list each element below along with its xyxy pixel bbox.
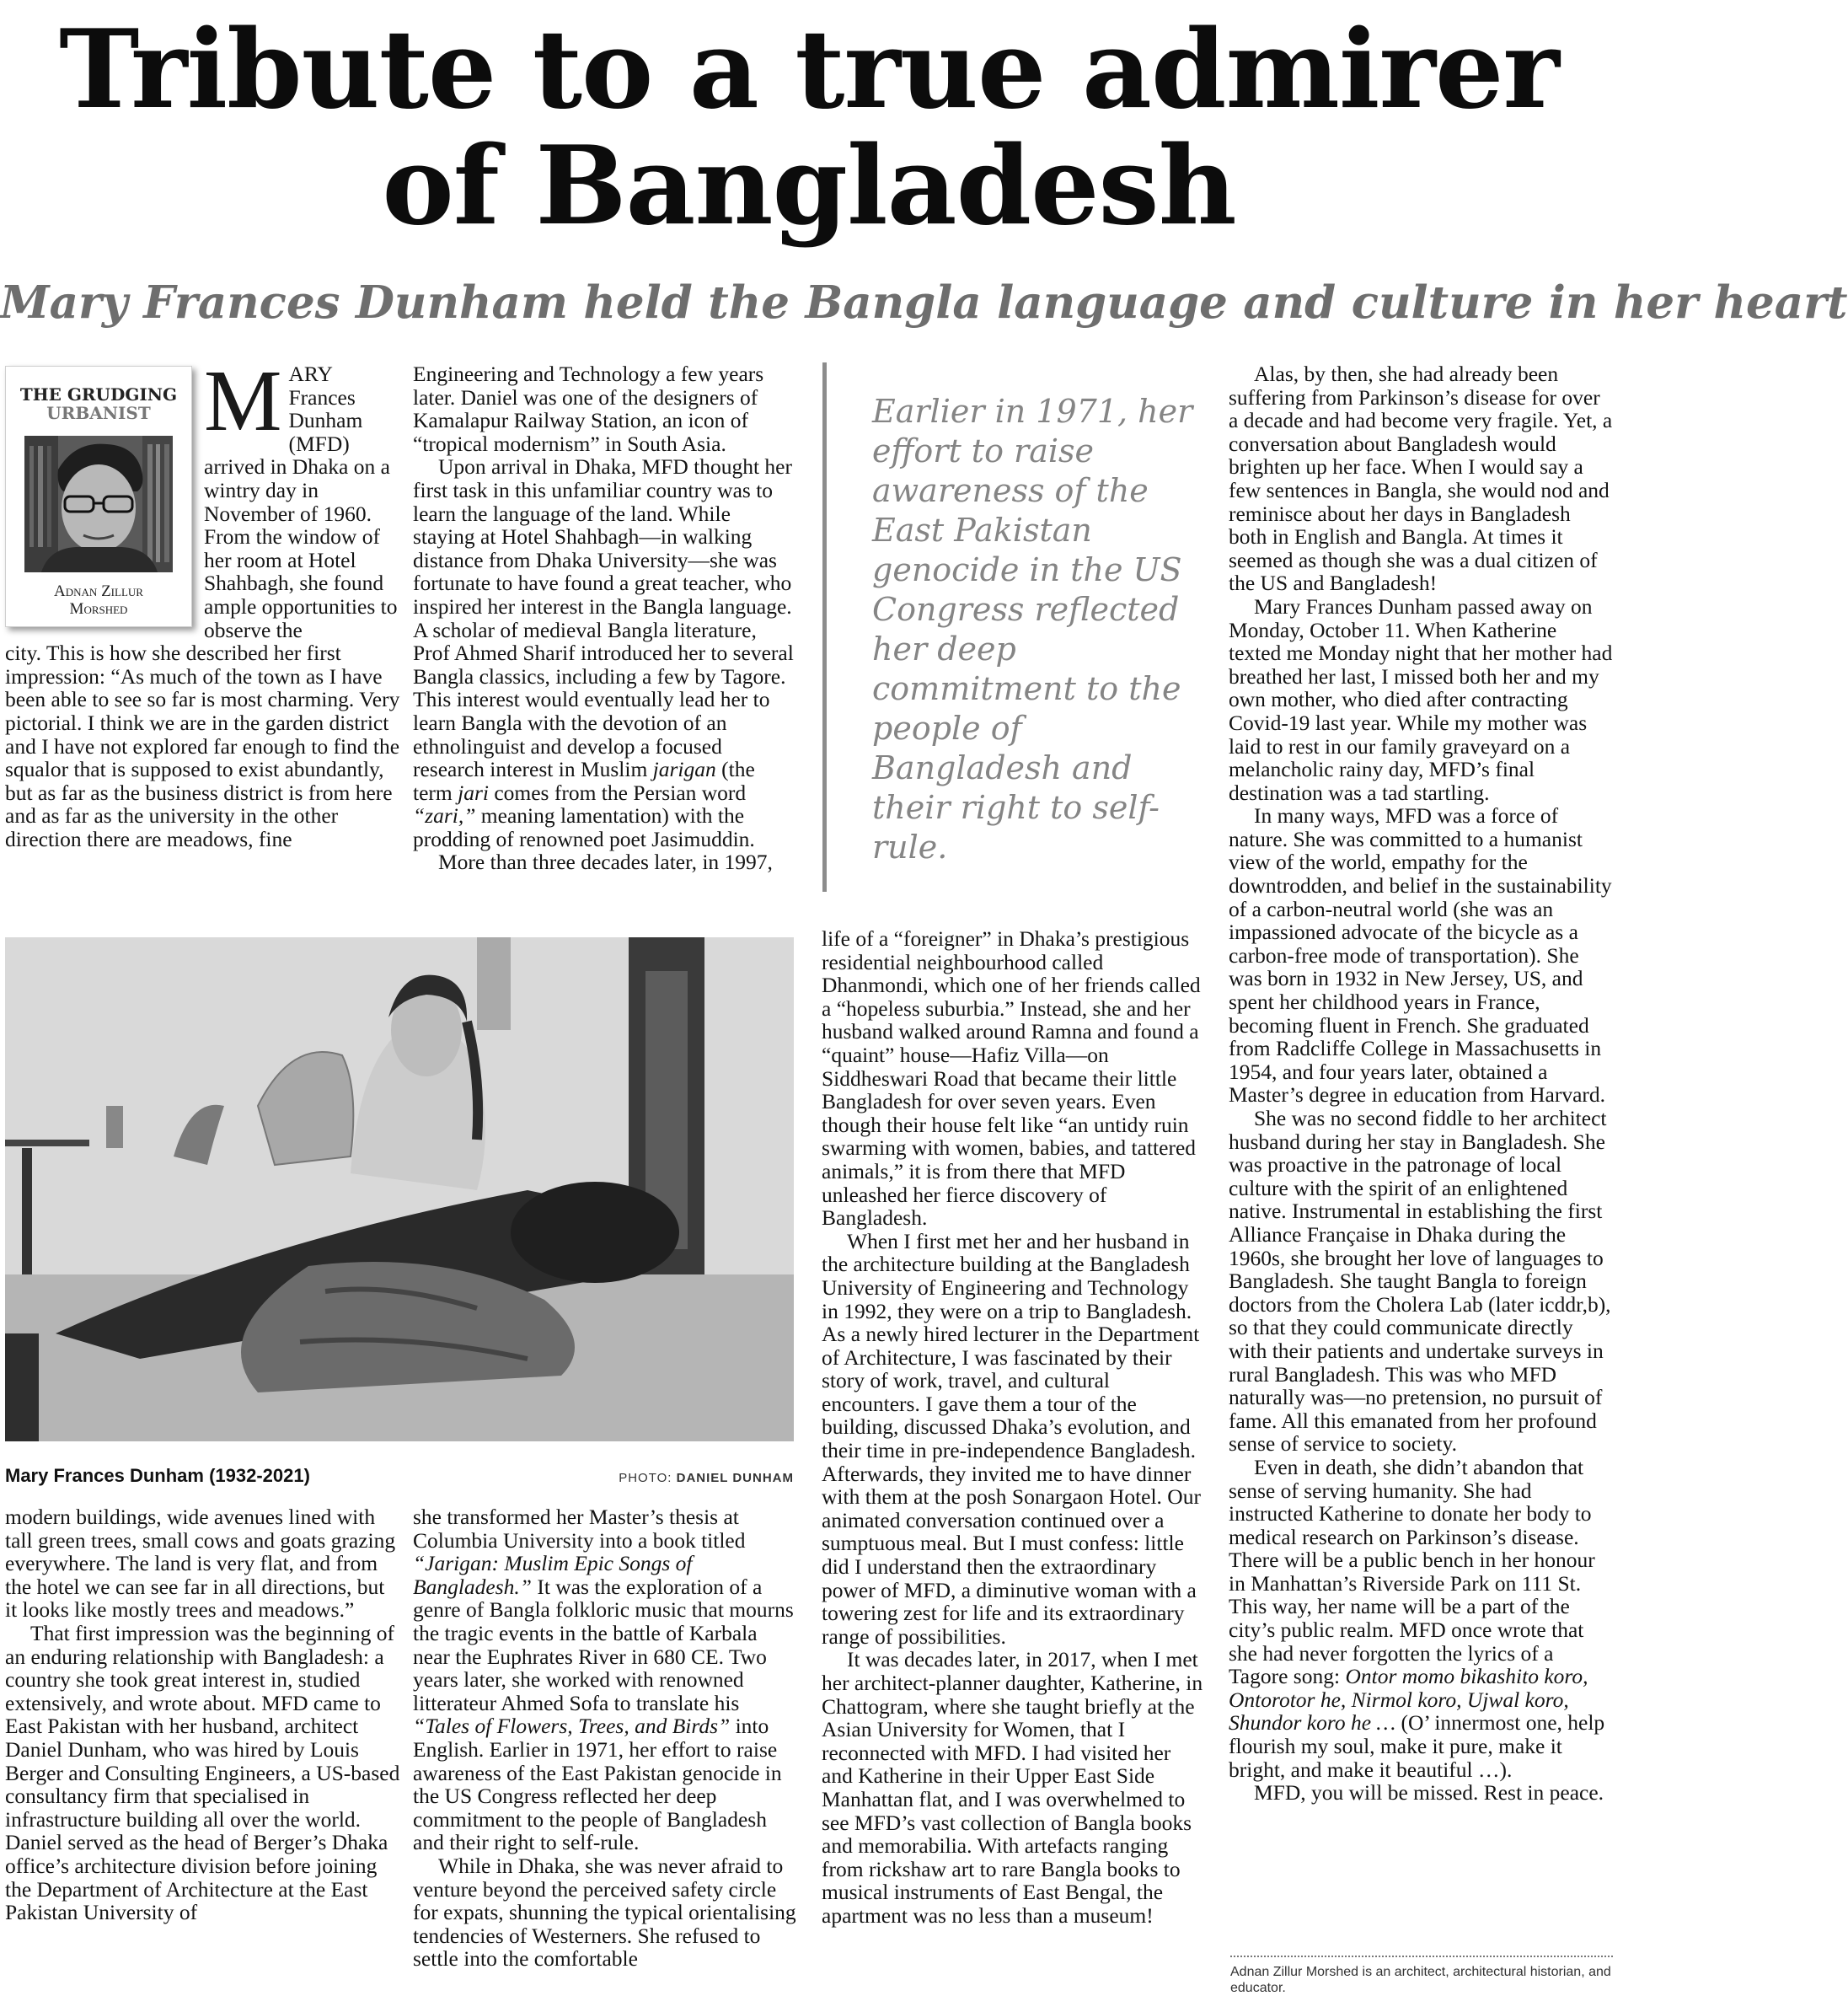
article-column-1-top: [5, 352, 401, 851]
paragraph: More than three decades later, in 1997,: [438, 850, 773, 875]
author-bio: Adnan Zillur Morshed is an architect, architectural historian, and educator.: [1230, 1965, 1611, 1995]
author-name: Adnan Zillur Morshed: [54, 582, 143, 618]
paragraph: Engineering and Technology a few years later. Daniel was one of the designers of Kamalapur Railway Station, an icon of “tropical modernism” in South Asia.: [413, 362, 764, 456]
article-column-2-bottom: [413, 1505, 796, 1971]
article-column-3: [822, 927, 1205, 1928]
pull-quote-rule: [822, 362, 827, 892]
subheadline: Mary Frances Dunham held the Bangla language and culture in her heart: [0, 276, 1848, 329]
article-column-1-bottom: [5, 1505, 401, 1924]
paragraph: Upon arrival in Dhaka, MFD thought her first task in this unfamiliar country was to learn the language of the land. While staying at Hotel Shahbagh—in walking distance from Dhaka University—she was fortunate to have found a great teacher, who inspired her interest in the Bangla language. A scholar of medieval Bangla literature, Prof Ahmed Sharif introduced her to several Bangla classics, including a few by Tagore. This interest would eventually lead her to learn Bangla with the devotion of an ethnolinguist and develop a focused research interest in Muslim jarigan (the term jari comes from the Persian word “zari,” meaning lamentation) with the prodding of renowned poet Jasimuddin.: [413, 454, 794, 851]
column-name-line-1: THE GRUDGING: [19, 384, 178, 405]
paragraph: MFD, you will be missed. Rest in peace.: [1254, 1780, 1604, 1806]
paragraph: Mary Frances Dunham passed away on Monday, October 11. When Katherine texted me Monday night that her mother had breathed her last, I missed both her and my own mother, who died after contracting Covid-19 last year. While my mother was laid to rest in our family graveyard on a melancholic rainy day, MFD’s final destination was a tad startling.: [1229, 593, 1613, 805]
photo-credit: PHOTO: DANIEL DUNHAM: [619, 1471, 794, 1485]
paragraph: life of a “foreigner” in Dhaka’s prestigious residential neighbourhood called Dhanmondi, which one of her friends called a “hopeless suburbia.” Instead, she and her husband walked around Ramna and found a “quaint” house—Hafiz Villa—on Siddheswari Road that became their little Bangladesh for over seven years. Even though their house felt like “an untidy ruin swarming with women, babies, and tattered animals,” it is from there that MFD unleashed her fierce discovery of Bangladesh.: [822, 926, 1201, 1231]
paragraph: It was decades later, in 2017, when I met her architect-planner daughter, Katherine, in Chattogram, where she taught briefly at the Asian University for Women, that I reconnected with MFD. I had visited her and Katherine in their Upper East Side Manhattan flat, and I was overwhelmed to see MFD’s vast collection of Bangla books and memorabilia. With artefacts ranging from rickshaw art to rare Bangla books to musical instruments of East Bengal, the apartment was no less than a museum!: [822, 1647, 1203, 1928]
paragraph: In many ways, MFD was a force of nature. She was committed to a humanist view of the world, empathy for the downtrodden, and belief in the sustainability of a carbon-neutral world (she was an impassioned advocate of the bicycle as a carbon-free mode of transportation). She was born in 1932 in New Jersey, US, and spent her childhood years in France, becoming fluent in French. She graduated from Radcliffe College in Massachusetts in 1954, and four years later, obtained a Master’s degree in education from Harvard.: [1229, 803, 1612, 1108]
paragraph: Even in death, she didn’t abandon that sense of serving humanity. She had instructed Katherine to donate her body to medical research on Parkinson’s disease. There will be a public bench in her honour in Manhattan’s Riverside Park on 111 St. This way, her name will be a part of the city’s public realm. MFD once wrote that she had never forgotten the lyrics of a Tagore song: Ontor momo bikashito koro, Ontorotor he, Nirmol koro, Ujwal koro, Shundor koro he … (O’ innermost one, help flourish my soul, make it pure, make it bright, and make it beautiful …).: [1229, 1454, 1605, 1782]
headline: [0, 7, 1618, 250]
paragraph: While in Dhaka, she was never afraid to venture beyond the perceived safety circle for expats, shunning the typical orientalising tendencies of Westerners. She refused to settle into the comfortable: [413, 1853, 796, 1972]
paragraph: When I first met her and her husband in the architecture building at the Bangladesh University of Engineering and Technology in 1992, they were on a trip to Bangladesh. As a newly hired lecturer in the Department of Architecture, I was fascinated by their story of work, travel, and cultural encounters. I gave them a tour of the building, discussed Dhaka’s evolution, and their time in pre-independence Bangladesh. Afterwards, they invited me to have dinner with them at the posh Sonargaon Hotel. Our animated conversation continued over a sumptuous meal. But I must confess: little did I understand then the extraordinary power of MFD, a diminutive woman with a towering zest for life and its extraordinary range of possibilities.: [822, 1228, 1201, 1649]
headline-line-1: Tribute to a true admirer: [59, 7, 1559, 133]
article-column-2-top: [413, 362, 796, 874]
bio-divider: [1230, 1956, 1613, 1957]
paragraph: She was no second fiddle to her architect husband during her stay in Bangladesh. She was proactive in the patronage of local culture with the spirit of an enlightened native. Instrumental in establishing the first Alliance Française in Dhaka during the 1960s, she brought her love of languages to Bangladesh. She taught Bangla to foreign doctors from the Cholera Lab (later icddr,b), so that they could communicate directly with their patients and undertake surveys in rural Bangladesh. This was who MFD naturally was—no pretension, no pursuit of fame. All this emanated from her profound sense of service to society.: [1229, 1106, 1611, 1457]
paragraph: That first impression was the beginning of an enduring relationship with Bangladesh: a country she took great interest in, studied extensively, and wrote about. MFD came to East Pakistan with her husband, architect Daniel Dunham, who was hired by Louis Berger and Consulting Engineers, a US-based consultancy firm that specialised in infrastructure building all over the world. Daniel served as the head of Berger’s Dhaka office’s architecture division before joining the Department of Architecture at the East Pakistan University of: [5, 1620, 400, 1925]
headline-line-2: of Bangladesh: [382, 123, 1236, 250]
author-portrait: [24, 436, 173, 572]
pull-quote: Earlier in 1971, her effort to raise awareness of the East Pakistan genocide in the US Congress reflected her deep commitment to the people of Bangladesh and their right to self-rule.: [872, 393, 1193, 866]
article-column-4: [1229, 362, 1613, 1805]
author-box: [5, 366, 192, 627]
paragraph: she transformed her Master’s thesis at Columbia University into a book titled “Jarigan: Muslim Epic Songs of Bangladesh.” It was the exploration of a genre of Bangla folkloric music that mourns the tragic events in the battle of Karbala near the Euphrates River in 680 CE. Two years later, she worked with renowned litterateur Ahmed Sofa to translate his “Tales of Flowers, Trees, and Birds” into English. Earlier in 1971, her effort to raise awareness of the East Pakistan genocide in the US Congress reflected her deep commitment to the people of Bangladesh and their right to self-rule.: [413, 1505, 794, 1855]
intro-lead: ARY Frances Dunham (MFD) arrived in Dhaka on a wintry day in November of 1960. From the window of her room at Hotel Shahbagh, she found ample opportunities to observe the: [204, 362, 398, 642]
paragraph: Alas, by then, she had already been suffering from Parkinson’s disease for over a decade and had become very fragile. Yet, a conversation about Bangladesh would brighten up her face. When I would say a few sentences in Bangla, she would nod and reminisce about her days in Bangladesh both in English and Bangla. At times it seemed as though she was a dual citizen of the US and Bangladesh!: [1229, 362, 1613, 596]
drop-cap: M: [204, 352, 282, 449]
article-photo: [5, 937, 794, 1441]
photo-caption: Mary Frances Dunham (1932-2021): [5, 1465, 310, 1486]
column-name-line-2: URBANIST: [46, 403, 151, 423]
intro-rest: city. This is how she described her first impression: “As much of the town as I have been able to see so far is most charming. Very pictorial. I think we are in the garden district and I have not explored far enough to find the squalor that is supposed to exist abundantly, but as far as the business district is from here and as far as the university in the other direction there are meadows, fine: [5, 641, 400, 851]
paragraph: modern buildings, wide avenues lined with tall green trees, small cows and goats grazing everywhere. The land is very flat, and from the hotel we can see far in all directions, but it looks like mostly trees and meadows.”: [5, 1505, 396, 1623]
